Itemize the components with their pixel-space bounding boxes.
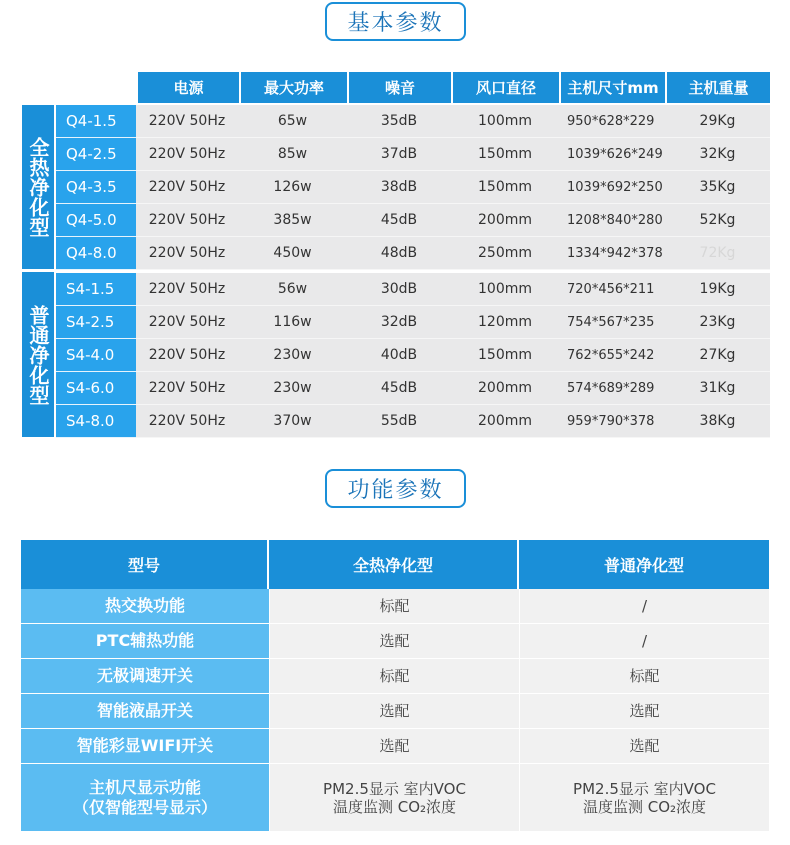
table-row <box>21 694 769 729</box>
table-row <box>21 659 769 694</box>
model-cell: Q4-5.0 <box>56 204 136 237</box>
feature-cell: PTC辅热功能 <box>21 624 269 659</box>
max-power-cell: 385w <box>238 204 347 237</box>
noise-cell: 32dB <box>347 306 451 339</box>
power-supply-cell: 220V 50Hz <box>136 204 238 237</box>
basic-params-header-row <box>138 72 770 103</box>
max-power-cell: 85w <box>238 138 347 171</box>
power-supply-cell: 220V 50Hz <box>136 372 238 405</box>
duct-cell: 200mm <box>451 372 559 405</box>
normal-value: 标配 <box>519 659 769 694</box>
power-supply-cell: 220V 50Hz <box>136 405 238 438</box>
noise-cell: 48dB <box>347 237 451 270</box>
feature-cell: 无极调速开关 <box>21 659 269 694</box>
noise-cell: 45dB <box>347 372 451 405</box>
size-cell: 574*689*289 <box>559 372 665 405</box>
table-row <box>56 306 770 339</box>
duct-cell: 150mm <box>451 339 559 372</box>
max-power-cell: 230w <box>238 372 347 405</box>
power-supply-cell: 220V 50Hz <box>136 171 238 204</box>
weight-cell: 72Kg <box>665 237 770 270</box>
size-cell: 762*655*242 <box>559 339 665 372</box>
full-heat-value: 标配 <box>269 659 519 694</box>
table-row <box>56 339 770 372</box>
noise-cell: 45dB <box>347 204 451 237</box>
duct-cell: 200mm <box>451 405 559 438</box>
power-supply-cell: 220V 50Hz <box>136 306 238 339</box>
max-power-cell: 370w <box>238 405 347 438</box>
power-supply-cell: 220V 50Hz <box>136 105 238 138</box>
feature-cell: 智能彩显WIFI开关 <box>21 729 269 764</box>
max-power-cell: 450w <box>238 237 347 270</box>
noise-cell: 30dB <box>347 273 451 306</box>
size-cell: 959*790*378 <box>559 405 665 438</box>
table-row <box>21 589 769 624</box>
duct-cell: 200mm <box>451 204 559 237</box>
table-row <box>56 171 770 204</box>
group-label-full-heat: 全热净化型 <box>22 105 54 269</box>
model-cell: S4-2.5 <box>56 306 136 339</box>
max-power-cell: 116w <box>238 306 347 339</box>
duct-cell: 120mm <box>451 306 559 339</box>
header-duct-diameter: 风口直径 <box>453 72 561 103</box>
size-cell: 720*456*211 <box>559 273 665 306</box>
size-cell: 1334*942*378 <box>559 237 665 270</box>
model-cell: Q4-8.0 <box>56 237 136 270</box>
header-normal: 普通净化型 <box>519 540 769 589</box>
header-noise: 噪音 <box>349 72 453 103</box>
duct-cell: 100mm <box>451 105 559 138</box>
table-row <box>21 764 769 832</box>
size-cell: 1039*626*249 <box>559 138 665 171</box>
full-heat-value: 选配 <box>269 624 519 659</box>
noise-cell: 38dB <box>347 171 451 204</box>
table-row <box>56 237 770 270</box>
section-title-function-params: 功能参数 <box>325 469 466 508</box>
size-cell: 1039*692*250 <box>559 171 665 204</box>
feature-cell: 主机尺显示功能 （仅智能型号显示） <box>21 764 269 832</box>
weight-cell: 29Kg <box>665 105 770 138</box>
noise-cell: 40dB <box>347 339 451 372</box>
feature-cell: 热交换功能 <box>21 589 269 624</box>
function-params-header-row <box>21 540 769 589</box>
duct-cell: 250mm <box>451 237 559 270</box>
normal-value: PM2.5显示 室内VOC 温度监测 CO₂浓度 <box>519 764 769 832</box>
model-cell: S4-4.0 <box>56 339 136 372</box>
table-row <box>56 105 770 138</box>
weight-cell: 19Kg <box>665 273 770 306</box>
normal-value: 选配 <box>519 694 769 729</box>
table-row <box>56 273 770 306</box>
duct-cell: 150mm <box>451 171 559 204</box>
section-title-basic-params: 基本参数 <box>325 2 466 41</box>
noise-cell: 37dB <box>347 138 451 171</box>
model-cell: S4-6.0 <box>56 372 136 405</box>
weight-cell: 35Kg <box>665 171 770 204</box>
normal-value: / <box>519 589 769 624</box>
size-cell: 754*567*235 <box>559 306 665 339</box>
weight-cell: 38Kg <box>665 405 770 438</box>
noise-cell: 35dB <box>347 105 451 138</box>
model-cell: S4-8.0 <box>56 405 136 438</box>
weight-cell: 27Kg <box>665 339 770 372</box>
normal-value: 选配 <box>519 729 769 764</box>
group-label-normal: 普通净化型 <box>22 272 54 437</box>
power-supply-cell: 220V 50Hz <box>136 237 238 270</box>
header-model: 型号 <box>21 540 269 589</box>
model-cell: Q4-2.5 <box>56 138 136 171</box>
noise-cell: 55dB <box>347 405 451 438</box>
power-supply-cell: 220V 50Hz <box>136 138 238 171</box>
table-row <box>56 138 770 171</box>
normal-value: / <box>519 624 769 659</box>
full-heat-value: 选配 <box>269 729 519 764</box>
weight-cell: 23Kg <box>665 306 770 339</box>
header-power-supply: 电源 <box>138 72 241 103</box>
full-heat-value: 选配 <box>269 694 519 729</box>
size-cell: 950*628*229 <box>559 105 665 138</box>
header-unit-weight: 主机重量 <box>667 72 770 103</box>
feature-cell: 智能液晶开关 <box>21 694 269 729</box>
header-full-heat: 全热净化型 <box>269 540 519 589</box>
power-supply-cell: 220V 50Hz <box>136 339 238 372</box>
weight-cell: 32Kg <box>665 138 770 171</box>
table-row <box>56 405 770 438</box>
power-supply-cell: 220V 50Hz <box>136 273 238 306</box>
model-cell: Q4-3.5 <box>56 171 136 204</box>
basic-params-table-body <box>56 105 770 438</box>
size-cell: 1208*840*280 <box>559 204 665 237</box>
model-cell: S4-1.5 <box>56 273 136 306</box>
header-unit-size: 主机尺寸mm <box>561 72 667 103</box>
full-heat-value: PM2.5显示 室内VOC 温度监测 CO₂浓度 <box>269 764 519 832</box>
full-heat-value: 标配 <box>269 589 519 624</box>
function-params-table <box>21 540 769 832</box>
table-row <box>56 372 770 405</box>
max-power-cell: 65w <box>238 105 347 138</box>
max-power-cell: 56w <box>238 273 347 306</box>
duct-cell: 150mm <box>451 138 559 171</box>
model-cell: Q4-1.5 <box>56 105 136 138</box>
weight-cell: 52Kg <box>665 204 770 237</box>
table-row <box>21 624 769 659</box>
table-row <box>56 204 770 237</box>
max-power-cell: 126w <box>238 171 347 204</box>
max-power-cell: 230w <box>238 339 347 372</box>
table-row <box>21 729 769 764</box>
header-max-power: 最大功率 <box>241 72 349 103</box>
weight-cell: 31Kg <box>665 372 770 405</box>
duct-cell: 100mm <box>451 273 559 306</box>
